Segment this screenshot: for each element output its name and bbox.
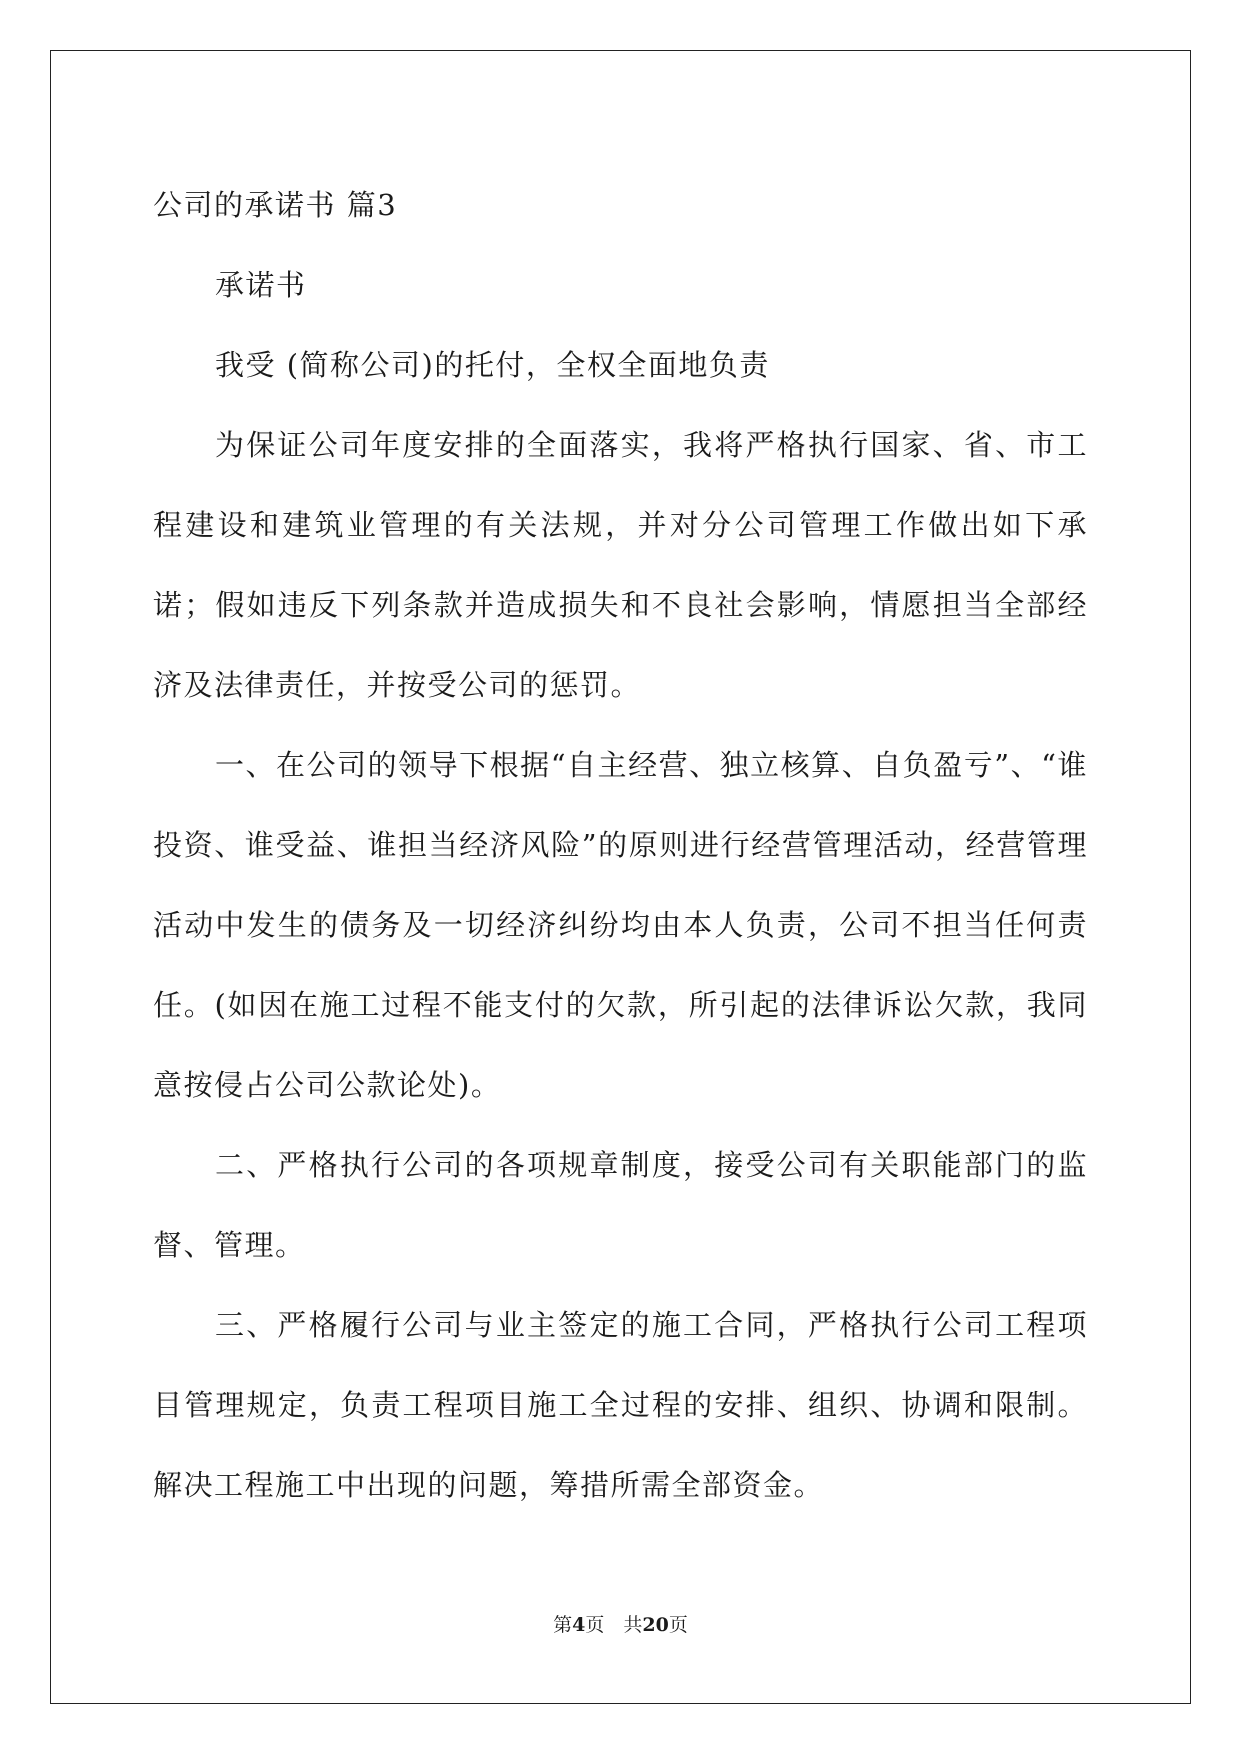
footer-middle: 页 共 [585, 1614, 643, 1636]
paragraph-clause-3: 三、严格履行公司与业主签定的施工合同，严格执行公司工程项目管理规定，负责工程项目施工全过程的安排、组织、协调和限制。解决工程施工中出现的问题，筹措所需全部资金。 [153, 1308, 1088, 1502]
footer-page-number: 4 [572, 1614, 586, 1636]
document-heading: 公司的承诺书 篇3 [153, 188, 398, 222]
paragraph-intro: 为保证公司年度安排的全面落实，我将严格执行国家、省、市工程建设和建筑业管理的有关法规，并对分公司管理工作做出如下承诺；假如违反下列条款并造成损失和不良社会影响，情愿担当全部经济及法律责任，并按受公司的惩罚。 [153, 428, 1088, 702]
footer-prefix: 第 [553, 1614, 573, 1636]
footer-suffix: 页 [668, 1614, 688, 1636]
paragraph-clause-1: 一、在公司的领导下根据“自主经营、独立核算、自负盈亏”、“谁投资、谁受益、谁担当经济风险”的原则进行经营管理活动，经营管理活动中发生的债务及一切经济纠纷均由本人负责，公司不担当任何责任。(如因在施工过程不能支付的欠款，所引起的法律诉讼欠款，我同意按侵占公司公款论处)。 [153, 748, 1088, 1102]
page-footer [0, 1610, 1241, 1637]
document-title: 承诺书 [215, 268, 307, 302]
paragraph-clause-2: 二、严格执行公司的各项规章制度，接受公司有关职能部门的监督、管理。 [153, 1148, 1088, 1262]
footer-total-pages: 20 [642, 1614, 669, 1636]
document-body [153, 165, 1088, 1525]
paragraph-entrust: 我受 (简称公司)的托付，全权全面地负责 [215, 348, 770, 382]
